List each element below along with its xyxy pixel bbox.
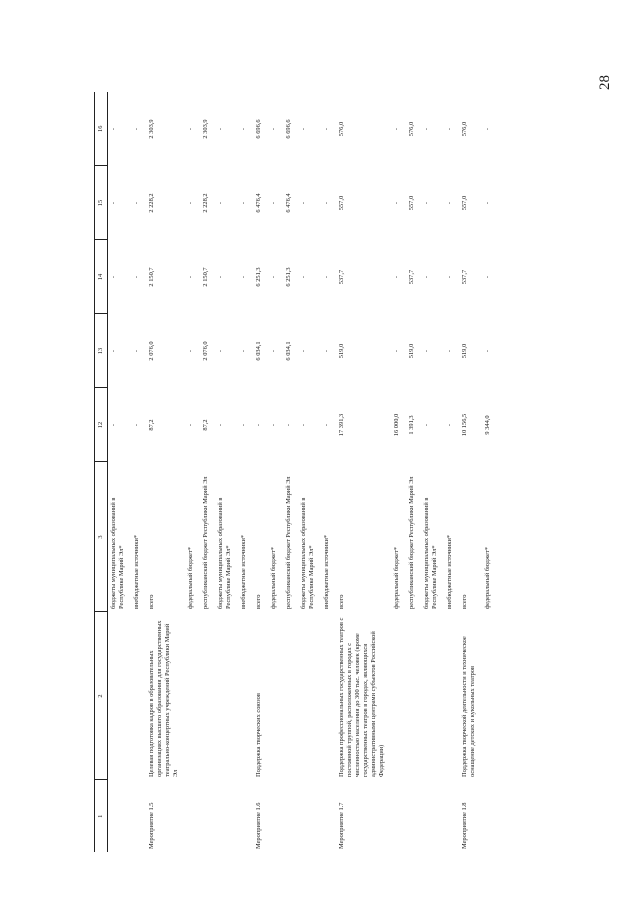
table-cell: - (240, 275, 247, 279)
table-cell (406, 780, 421, 852)
table-cell: 537,7 (338, 269, 345, 285)
table-cell: 2 228,2 (202, 193, 209, 213)
table-cell: - (423, 275, 430, 279)
table-cell: бюджеты муниципальных образований в Республике Марий Эл* (110, 497, 125, 609)
table-cell: - (300, 349, 307, 353)
table-cell: республиканский бюджет Республики Марий Эл (202, 476, 209, 609)
table-cell: - (133, 349, 140, 353)
table-cell: 6 476,4 (285, 193, 292, 213)
table-row (321, 92, 336, 852)
table-cell: внебюджетные источники* (240, 534, 247, 609)
table-cell: - (300, 201, 307, 205)
table-cell: федеральный бюджет* (187, 546, 194, 609)
table-cell: - (300, 423, 307, 427)
budget-table (94, 92, 497, 852)
table-cell: 6 251,3 (255, 267, 262, 287)
table-cell: 6 034,1 (255, 341, 262, 361)
table-cell: всего (148, 594, 155, 609)
table-cell: 2 303,9 (148, 119, 155, 139)
table-cell: - (285, 423, 292, 427)
table-cell: всего (461, 594, 468, 609)
table-cell: - (217, 201, 224, 205)
table-cell: - (270, 201, 277, 205)
column-header: 2 (95, 612, 108, 780)
table-cell: - (133, 127, 140, 131)
table-cell: - (270, 127, 277, 131)
table-cell: 17 391,3 (338, 413, 345, 437)
table-cell (268, 780, 283, 852)
table-cell: Целевая подготовка кадров в образовательных организациях высшего образования для государственных театрально-концертных учреждений Республики Марий Эл (148, 620, 179, 777)
table-cell: - (484, 275, 491, 279)
table-cell (131, 612, 146, 780)
table-cell: 2 150,7 (202, 267, 209, 287)
table-cell: - (240, 127, 247, 131)
table-cell: 2 150,7 (148, 267, 155, 287)
table-cell (200, 780, 215, 852)
table-cell (268, 612, 283, 780)
table-cell: - (110, 127, 117, 131)
table-row (238, 92, 253, 852)
table-cell: Поддержка профессиональных государственных театров с постоянной труппой, расположенных в городах с численностью населения до 300 тыс. человек (кроме государственных театров в городах, являющихся административными центрами субъектов Российской Федерации) (338, 617, 385, 777)
table-cell (185, 612, 200, 780)
table-cell: 6 696,6 (285, 119, 292, 139)
table-cell: - (484, 127, 491, 131)
column-header: 13 (95, 314, 108, 388)
table-row (406, 92, 421, 852)
table-cell (185, 780, 200, 852)
table-cell (444, 612, 459, 780)
table-cell: 87,2 (148, 419, 155, 431)
table-cell (444, 780, 459, 852)
table-cell (131, 780, 146, 852)
table-cell (238, 780, 253, 852)
table-cell: 519,0 (408, 343, 415, 359)
table-cell: 87,2 (202, 419, 209, 431)
table-cell: - (446, 127, 453, 131)
table-cell: внебюджетные источники* (323, 534, 330, 609)
table-cell: федеральный бюджет* (393, 546, 400, 609)
table-cell: 2 076,0 (148, 341, 155, 361)
table-cell (283, 780, 298, 852)
table-row (131, 92, 146, 852)
table-cell: - (187, 275, 194, 279)
table-cell: бюджеты муниципальных образований в Республике Марий Эл* (300, 497, 315, 609)
table-cell: 6 696,6 (255, 119, 262, 139)
table-cell: 1 391,3 (408, 415, 415, 435)
table-cell (421, 612, 444, 780)
table-cell: - (255, 423, 262, 427)
table-cell: - (323, 275, 330, 279)
table-cell: - (393, 127, 400, 131)
table-cell: 2 076,0 (202, 341, 209, 361)
table-cell: - (187, 349, 194, 353)
table-cell: - (133, 423, 140, 427)
table-cell: - (217, 423, 224, 427)
table-cell: всего (255, 594, 262, 609)
table-cell: 6 251,3 (285, 267, 292, 287)
table-row (336, 92, 391, 852)
table-cell: - (217, 349, 224, 353)
table-cell (108, 612, 132, 780)
table-row (298, 92, 321, 852)
table-cell: 2 303,9 (202, 119, 209, 139)
column-header: 15 (95, 166, 108, 240)
table-cell: федеральный бюджет* (270, 546, 277, 609)
table-cell (215, 612, 238, 780)
table-cell (108, 780, 132, 852)
table-cell: - (393, 275, 400, 279)
table-row (215, 92, 238, 852)
table-row (444, 92, 459, 852)
table-cell: республиканский бюджет Республики Марий Эл (408, 476, 415, 609)
table-cell (406, 612, 421, 780)
table-cell (283, 612, 298, 780)
table-cell: 519,0 (338, 343, 345, 359)
table-row (200, 92, 215, 852)
table-cell: - (217, 275, 224, 279)
column-header: 16 (95, 92, 108, 166)
table-cell: 557,0 (338, 195, 345, 211)
table-cell: - (446, 349, 453, 353)
table-cell: - (133, 275, 140, 279)
table-cell: всего (338, 594, 345, 609)
table-cell (482, 780, 497, 852)
header-row (95, 92, 108, 852)
table-cell (298, 780, 321, 852)
table-cell: - (270, 423, 277, 427)
table-cell: 2 228,2 (148, 193, 155, 213)
table-cell: 519,0 (461, 343, 468, 359)
table-cell: - (323, 423, 330, 427)
table-cell: Поддержка творческой деятельности и техническое оснащение детских и кукольных театров (461, 636, 476, 777)
table-cell (321, 612, 336, 780)
table-cell: Мероприятие 1.8 (461, 802, 468, 849)
table-cell: - (423, 127, 430, 131)
table-cell: - (393, 201, 400, 205)
table-cell: 6 034,1 (285, 341, 292, 361)
table-cell: - (240, 201, 247, 205)
table-cell: - (270, 349, 277, 353)
rotated-table-container (94, 92, 626, 852)
table-cell: - (393, 349, 400, 353)
table-cell: - (110, 201, 117, 205)
table-cell: бюджеты муниципальных образований в Республике Марий Эл* (217, 497, 232, 609)
table-cell: 9 344,0 (484, 415, 491, 435)
table-cell (215, 780, 238, 852)
table-cell (238, 612, 253, 780)
table-cell: - (187, 127, 194, 131)
table-cell: - (187, 423, 194, 427)
table-row (146, 92, 185, 852)
table-cell: 6 476,4 (255, 193, 262, 213)
table-cell: федеральный бюджет* (484, 546, 491, 609)
table-cell: Поддержка творческих союзов (255, 693, 262, 777)
table-cell: - (110, 423, 117, 427)
table-cell: - (323, 349, 330, 353)
column-header: 3 (95, 462, 108, 612)
table-cell: 576,0 (338, 121, 345, 137)
table-cell: 576,0 (461, 121, 468, 137)
table-cell: 537,7 (461, 269, 468, 285)
table-cell: - (446, 201, 453, 205)
table-cell: бюджеты муниципальных образований в Республике Марий Эл* (423, 497, 438, 609)
table-cell: - (484, 349, 491, 353)
table-cell: 10 156,5 (461, 413, 468, 437)
table-cell: - (423, 349, 430, 353)
column-header: 14 (95, 240, 108, 314)
table-row (391, 92, 406, 852)
table-cell: - (240, 423, 247, 427)
table-row (108, 92, 132, 852)
table-cell (391, 780, 406, 852)
table-cell (391, 612, 406, 780)
table-cell: внебюджетные источники* (133, 534, 140, 609)
table-cell: - (110, 275, 117, 279)
table-cell: - (423, 423, 430, 427)
table-cell: Мероприятие 1.7 (338, 802, 345, 849)
table-cell (298, 612, 321, 780)
table-cell: 537,7 (408, 269, 415, 285)
table-cell: - (423, 201, 430, 205)
table-cell: Мероприятие 1.5 (148, 802, 155, 849)
table-cell: - (323, 127, 330, 131)
table-cell: внебюджетные источники* (446, 534, 453, 609)
table-cell: Мероприятие 1.6 (255, 802, 262, 849)
table-cell: 576,0 (408, 121, 415, 137)
table-cell: - (270, 275, 277, 279)
table-cell: - (110, 349, 117, 353)
table-cell: - (240, 349, 247, 353)
table-cell: - (323, 201, 330, 205)
column-header: 12 (95, 388, 108, 462)
table-cell: - (300, 127, 307, 131)
table-cell: - (300, 275, 307, 279)
table-cell: 557,0 (461, 195, 468, 211)
table-row (482, 92, 497, 852)
table-cell: 557,0 (408, 195, 415, 211)
table-body (108, 92, 498, 852)
table-cell: - (133, 201, 140, 205)
table-cell: - (484, 201, 491, 205)
table-row (253, 92, 268, 852)
table-cell: - (217, 127, 224, 131)
table-row (268, 92, 283, 852)
page-number: 28 (597, 75, 613, 90)
table-cell (421, 780, 444, 852)
table-cell: - (187, 201, 194, 205)
table-cell: 16 000,0 (393, 413, 400, 437)
table-row (459, 92, 482, 852)
table-cell (200, 612, 215, 780)
table-cell: республиканский бюджет Республики Марий Эл (285, 476, 292, 609)
table-cell: - (446, 423, 453, 427)
table-cell (482, 612, 497, 780)
table-row (185, 92, 200, 852)
table-row (283, 92, 298, 852)
table-row (421, 92, 444, 852)
table-cell: - (446, 275, 453, 279)
table-cell (321, 780, 336, 852)
column-header: 1 (95, 780, 108, 852)
